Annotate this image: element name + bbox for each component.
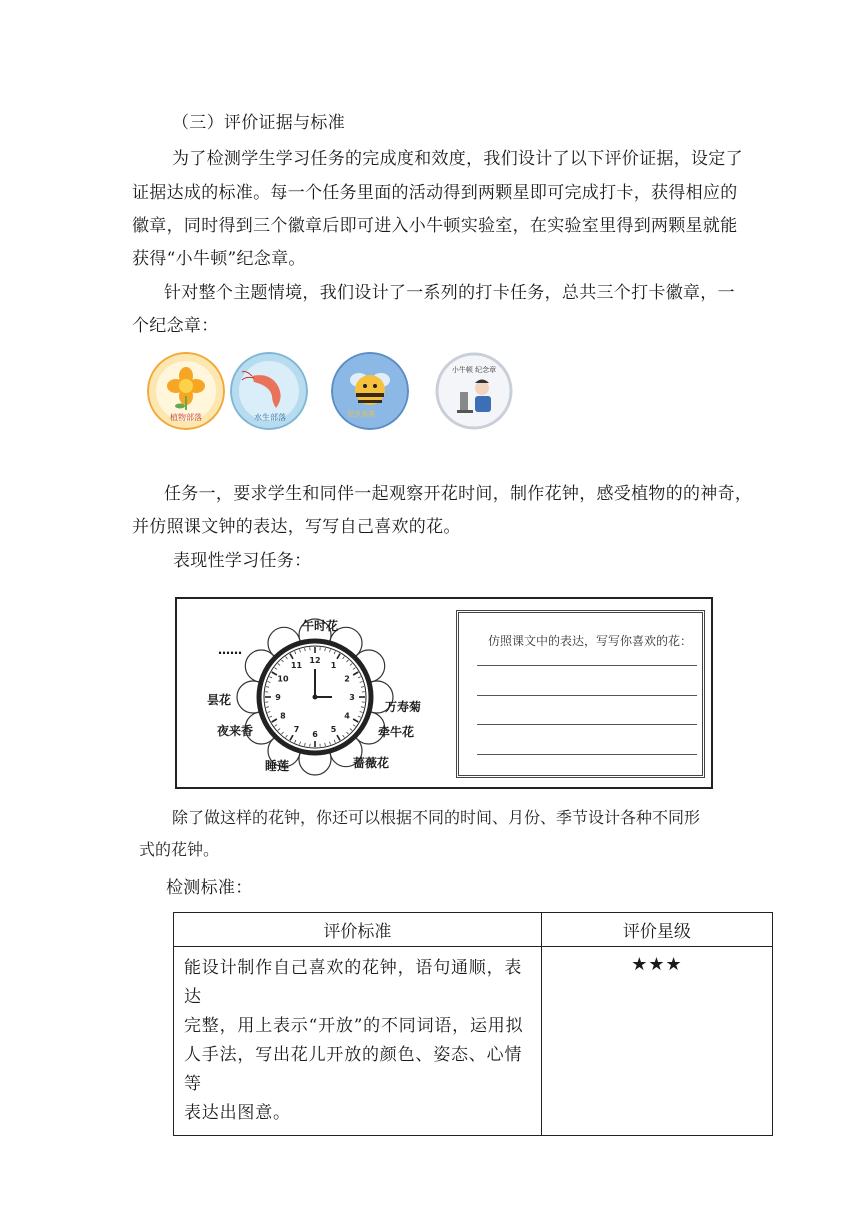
paragraph-line: 证据达成的标准。每一个任务里面的活动得到两颗星即可完成打卡，获得相应的	[132, 183, 738, 203]
clock-number: 7	[293, 725, 300, 735]
clock-number: 6	[312, 730, 318, 739]
clock-number: 4	[344, 711, 350, 721]
badge-text: 小牛顿 纪念章	[451, 366, 497, 374]
flower-label-bottom-right: 蔷薇花	[353, 756, 390, 770]
performance-label: 表现性学习任务：	[173, 551, 312, 571]
criteria-label: 检测标准：	[166, 878, 253, 898]
paragraph-line: 徽章，同时得到三个徽章后即可进入小牛顿实验室，在实验室里得到两颗星就能	[132, 216, 738, 236]
flower-label-ellipsis: ……	[218, 643, 242, 657]
table-header-row	[174, 913, 773, 947]
paragraph-line: 个纪念章：	[132, 316, 219, 336]
standard-line: 能设计制作自己喜欢的花钟，语句通顺，表达	[184, 958, 523, 1007]
flower-label-left-upper: 昙花	[207, 693, 232, 707]
standard-cell	[174, 947, 542, 1136]
clock-number: 1	[330, 660, 337, 670]
writing-line	[477, 724, 697, 725]
flower-label-top: 午时花	[302, 619, 339, 633]
table-row	[174, 947, 773, 1136]
task-text-line: 并仿照课文钟的表达，写写自己喜欢的花。	[132, 517, 461, 537]
header-standard: 评价标准	[174, 913, 542, 947]
writing-line	[477, 754, 697, 755]
clock-number: 11	[290, 660, 303, 670]
paragraph-line: 获得“小牛顿”纪念章。	[132, 249, 306, 269]
newton-badge	[435, 352, 513, 430]
paragraph-line: 为了检测学生学习任务的完成度和效度，我们设计了以下评价证据，设定了	[172, 149, 743, 169]
flower-label-bottom-left: 睡莲	[265, 759, 290, 773]
badge-text: 昆虫部落	[347, 410, 375, 418]
flower-label-right-lower: 牵牛花	[378, 725, 415, 739]
bee-badge	[331, 352, 409, 430]
clock-number: 8	[280, 711, 286, 721]
header-rating: 评价星级	[541, 913, 772, 947]
flower-label-left-lower: 夜来香	[217, 724, 254, 738]
flower-clock-worksheet	[175, 597, 713, 789]
star-rating: ★★★	[631, 954, 683, 975]
clock-number: 2	[344, 674, 350, 684]
writing-panel	[456, 610, 705, 778]
clock-number: 9	[275, 693, 281, 702]
writing-line	[477, 695, 697, 696]
criteria-table	[173, 912, 773, 1136]
clock-number: 3	[349, 693, 355, 702]
clock-number: 10	[277, 674, 289, 684]
clock-number: 12	[309, 656, 321, 665]
clock-number: 5	[330, 725, 337, 735]
writing-line	[477, 665, 697, 666]
paragraph-line: 针对整个主题情境，我们设计了一系列的打卡任务，总共三个打卡徽章，一	[164, 283, 735, 303]
flower-label-right-upper: 万寿菊	[385, 700, 422, 714]
writing-prompt: 仿照课文中的表达，写写你喜欢的花：	[488, 634, 693, 648]
standard-line: 人手法，写出花儿开放的颜色、姿态、心情等	[184, 1045, 523, 1094]
caption-line: 除了做这样的花钟，你还可以根据不同的时间、月份、季节设计各种不同形	[172, 808, 701, 827]
flower-badge	[147, 352, 225, 430]
section-heading: （三）评价证据与标准	[172, 113, 345, 133]
badge-text: 水生部落	[254, 413, 286, 422]
task-text-line: 任务一，要求学生和同伴一起观察开花时间，制作花钟，感受植物的的神奇，	[164, 484, 753, 504]
badge-text: 植物部落	[170, 413, 202, 422]
standard-line: 表达出图意。	[184, 1103, 291, 1123]
caption-line: 式的花钟。	[139, 840, 220, 859]
rating-cell	[541, 947, 772, 1136]
standard-line: 完整，用上表示“开放”的不同词语，运用拟	[184, 1016, 524, 1036]
shrimp-badge	[230, 352, 308, 430]
